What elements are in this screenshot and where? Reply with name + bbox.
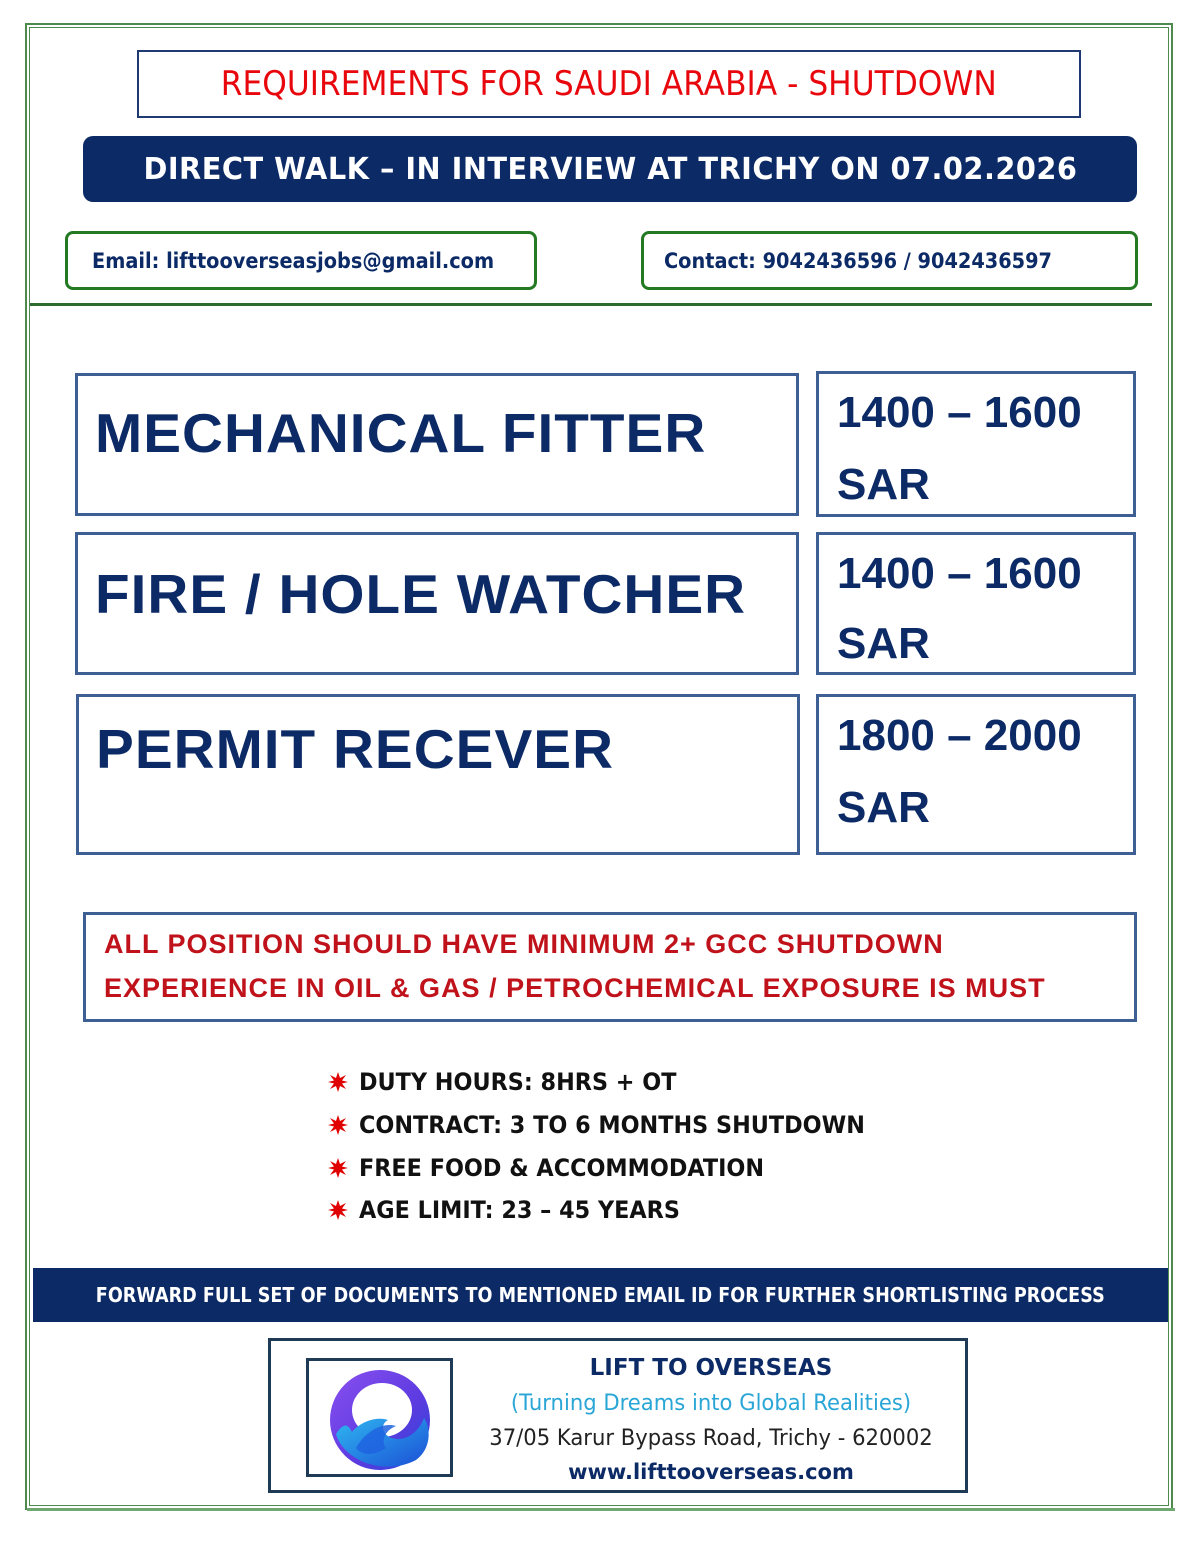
job-title-box [76, 694, 800, 855]
red-burst-bullet-icon [328, 1072, 348, 1092]
requirement-note-box [83, 912, 1137, 1022]
benefit-item [328, 1148, 795, 1188]
benefit-item [328, 1105, 903, 1145]
walkin-text: DIRECT WALK – IN INTERVIEW AT TRICHY ON 07.02.2026 [143, 151, 1077, 187]
salary-range: 1400 – 1600 [837, 388, 1082, 437]
job-title: MECHANICAL FITTER [95, 402, 707, 464]
salary-currency: SAR [837, 460, 930, 509]
company-tagline: (Turning Dreams into Global Realities) [510, 1391, 912, 1416]
benefit-text: FREE FOOD & ACCOMMODATION [359, 1154, 765, 1182]
salary-box [816, 371, 1136, 517]
benefit-text: CONTRACT: 3 TO 6 MONTHS SHUTDOWN [359, 1111, 865, 1139]
benefit-text: DUTY HOURS: 8HRS + OT [359, 1068, 677, 1096]
page-title: REQUIREMENTS FOR SAUDI ARABIA - SHUTDOWN [220, 64, 997, 104]
header-divider [30, 303, 1152, 306]
benefit-item [328, 1062, 700, 1102]
forward-notice-text: FORWARD FULL SET OF DOCUMENTS TO MENTIONED EMAIL ID FOR FURTHER SHORTLISTING PROCESS [96, 1283, 1105, 1307]
email-pill [65, 231, 537, 290]
contact-text[interactable]: Contact: 9042436596 / 9042436597 [664, 248, 1052, 273]
requirement-note-line-2: EXPERIENCE IN OIL & GAS / PETROCHEMICAL EXPOSURE IS MUST [104, 973, 1046, 1003]
job-title: FIRE / HOLE WATCHER [95, 563, 747, 625]
benefit-item [328, 1190, 704, 1230]
salary-box [816, 694, 1136, 855]
job-title-box [75, 532, 799, 675]
job-title-box [75, 373, 799, 516]
company-card [268, 1338, 968, 1493]
red-burst-bullet-icon [328, 1200, 348, 1220]
email-text[interactable]: Email: lifttooverseasjobs@gmail.com [92, 248, 495, 273]
company-website-link[interactable]: www.lifttooverseas.com [568, 1460, 854, 1484]
salary-currency: SAR [837, 619, 930, 668]
red-burst-bullet-icon [328, 1115, 348, 1135]
salary-currency: SAR [837, 783, 930, 832]
page-title-box [137, 50, 1081, 118]
page-frame-shadow [27, 1508, 1175, 1511]
red-burst-bullet-icon [328, 1158, 348, 1178]
benefit-text: AGE LIMIT: 23 – 45 YEARS [359, 1196, 680, 1224]
salary-box [816, 532, 1136, 675]
walkin-banner [83, 136, 1137, 202]
requirement-note-line-1: ALL POSITION SHOULD HAVE MINIMUM 2+ GCC SHUTDOWN [104, 929, 944, 959]
salary-range: 1800 – 2000 [837, 711, 1082, 760]
company-name: LIFT TO OVERSEAS [589, 1355, 833, 1381]
forward-notice-banner [33, 1268, 1168, 1322]
contact-pill [641, 231, 1138, 290]
salary-range: 1400 – 1600 [837, 549, 1082, 598]
company-address: 37/05 Karur Bypass Road, Trichy - 620002 [489, 1426, 933, 1451]
job-title: PERMIT RECEVER [96, 718, 615, 780]
